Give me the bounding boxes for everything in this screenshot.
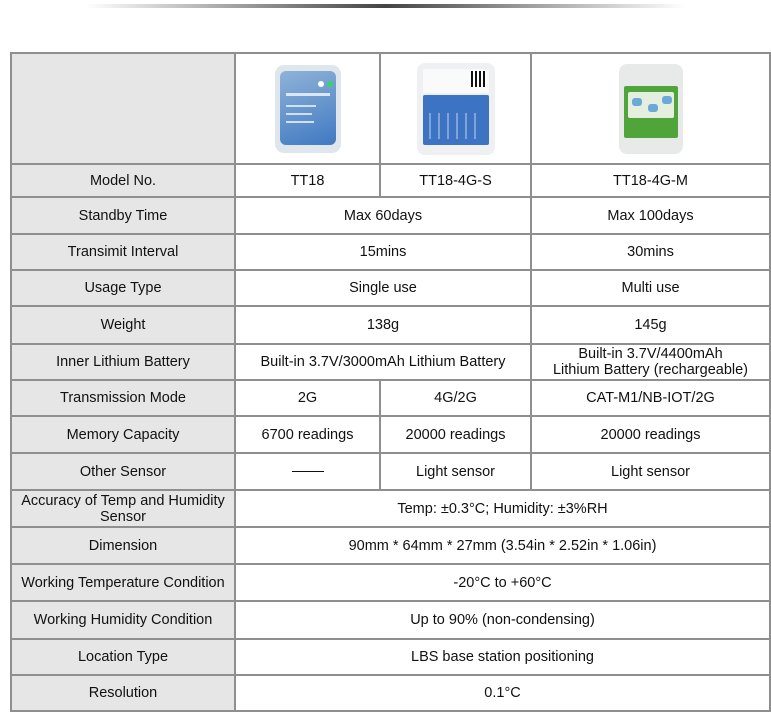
accuracy-label-line-1: Accuracy of Temp and Humidity [21, 492, 225, 509]
cell-value: 20000 readings [531, 416, 770, 453]
row-label: Transmission Mode [11, 380, 235, 416]
cell-value: Light sensor [380, 453, 531, 490]
row-battery [11, 344, 770, 380]
cell-value: 6700 readings [235, 416, 380, 453]
row-label: Location Type [11, 639, 235, 675]
tt18-device-image [275, 65, 341, 153]
cell-value: CAT-M1/NB-IOT/2G [531, 380, 770, 416]
row-work-hum [11, 601, 770, 639]
row-weight [11, 306, 770, 344]
cell-value: 4G/2G [380, 380, 531, 416]
row-label: Working Temperature Condition [11, 564, 235, 601]
row-resolution [11, 675, 770, 711]
cell-value: 20000 readings [380, 416, 531, 453]
accuracy-label-line-2: Sensor [100, 508, 146, 525]
row-work-temp [11, 564, 770, 601]
top-divider [85, 4, 685, 8]
cell-value: Max 100days [531, 197, 770, 234]
row-label: Other Sensor [11, 453, 235, 490]
cell-value: 30mins [531, 234, 770, 270]
spec-table [10, 52, 771, 712]
tt18-4g-s-device-image [417, 63, 495, 155]
row-label: Weight [11, 306, 235, 344]
cell-value: 145g [531, 306, 770, 344]
cell-value: 0.1°C [235, 675, 770, 711]
row-accuracy [11, 490, 770, 527]
row-label: Usage Type [11, 270, 235, 306]
row-dimension [11, 527, 770, 564]
row-label: Transimit Interval [11, 234, 235, 270]
cell-value: Built-in 3.7V/3000mAh Lithium Battery [235, 344, 531, 380]
cell-value-none [235, 453, 380, 490]
tt18-4g-m-image-cell [531, 53, 770, 164]
row-usage [11, 270, 770, 306]
tt18-4g-m-model: TT18-4G-M [531, 164, 770, 197]
tt18-image-cell [235, 53, 380, 164]
cell-value: Up to 90% (non-condensing) [235, 601, 770, 639]
tt18-4g-m-device-image [619, 64, 683, 154]
row-transmission [11, 380, 770, 416]
row-label: Resolution [11, 675, 235, 711]
battery-line-2: Lithium Battery (rechargeable) [552, 362, 749, 378]
row-model [11, 164, 770, 197]
row-label: Standby Time [11, 197, 235, 234]
cell-value: Light sensor [531, 453, 770, 490]
cell-value: Multi use [531, 270, 770, 306]
row-label: Inner Lithium Battery [11, 344, 235, 380]
row-label: Memory Capacity [11, 416, 235, 453]
row-label: Dimension [11, 527, 235, 564]
tt18-4g-s-image-cell [380, 53, 531, 164]
cell-value: 15mins [235, 234, 531, 270]
cell-value: Temp: ±0.3°C; Humidity: ±3%RH [235, 490, 770, 527]
battery-line-1: Built-in 3.7V/4400mAh [578, 346, 723, 362]
row-location [11, 639, 770, 675]
tt18-model: TT18 [235, 164, 380, 197]
row-interval [11, 234, 770, 270]
cell-value: -20°C to +60°C [235, 564, 770, 601]
row-standby [11, 197, 770, 234]
cell-value: 90mm * 64mm * 27mm (3.54in * 2.52in * 1.06in) [235, 527, 770, 564]
cell-value: 2G [235, 380, 380, 416]
cell-value: 138g [235, 306, 531, 344]
cell-value: Single use [235, 270, 531, 306]
cell-value: Max 60days [235, 197, 531, 234]
cell-value-multiline [531, 344, 770, 380]
row-sensor [11, 453, 770, 490]
image-row [11, 53, 770, 164]
row-label: Working Humidity Condition [11, 601, 235, 639]
row-label-multiline [11, 490, 235, 527]
dash-mark [292, 471, 324, 472]
row-memory [11, 416, 770, 453]
row-label: Model No. [11, 164, 235, 197]
empty-corner-cell [11, 53, 235, 164]
cell-value: LBS base station positioning [235, 639, 770, 675]
tt18-4g-s-model: TT18-4G-S [380, 164, 531, 197]
